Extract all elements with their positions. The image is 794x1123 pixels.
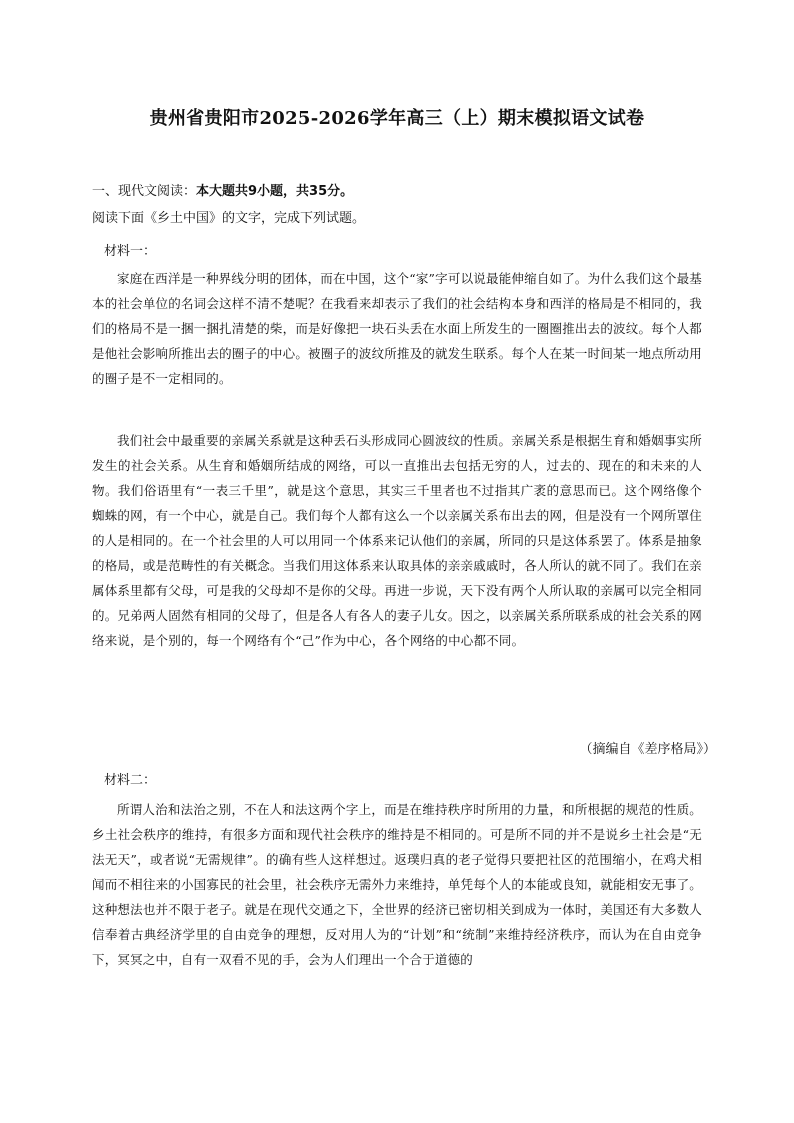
material-one-paragraph-2: 我们社会中最重要的亲属关系就是这种丢石头形成同心圆波纹的性质。亲属关系是根据生育和婚姻事实所发生的社会关系。从生育和婚姻所结成的网络，可以一直推出去包括无穷的人，过去的、现在的和未来的人物。我们俗语里有“一表三千里”，就是这个意思，其实三千里者也不过指其广袤的意思而已。这个网络像个蜘蛛的网，有一个中心，就是自己。我们每个人都有这么一个以亲属关系布出去的网，但是没有一个网所罩住的人是相同的。在一个社会里的人可以用同一个体系来记认他们的亲属，所同的只是这体系罢了。体系是抽象的格局，或是范畴性的有关概念。当我们用这体系来认取具体的亲亲戚戚时，各人所认的就不同了。我们在亲属体系里都有父母，可是我的父母却不是你的父母。再进一步说，天下没有两个人所认取的亲属可以完全相同的。兄弟两人固然有相同的父母了，但是各人有各人的妻子儿女。因之，以亲属关系所联系成的社会关系的网络来说，是个别的，每一个网络有个“己”作为中心，各个网络的中心都不同。 [92, 433, 702, 648]
material-two-label: 材料二： [104, 773, 157, 788]
material-one-paragraph-1: 家庭在西洋是一种界线分明的团体，而在中国，这个“家”字可以说最能伸缩自如了。为什么我们这个最基本的社会单位的名词会这样不清不楚呢？在我看来却表示了我们的社会结构本身和西洋的格局是不相同的，我们的格局不是一捆一捆扎清楚的柴，而是好像把一块石头丢在水面上所发生的一圈圈推出去的波纹。每个人都是他社会影响所推出去的圈子的中心。被圈子的波纹所推及的就发生联系。每个人在某一时间某一地点所动用的圈子是不一定相同的。 [92, 271, 702, 386]
material-one-source: （摘编自《差序格局》） [579, 742, 716, 757]
page-title: 贵州省贵阳市2025-2026学年高三（上）期末模拟语文试卷 [149, 108, 645, 129]
material-one-label: 材料一： [104, 244, 157, 259]
material-two-paragraph-1: 所谓人治和法治之别，不在人和法这两个字上，而是在维持秩序时所用的力量，和所根据的规范的性质。乡土社会秩序的维持，有很多方面和现代社会秩序的维持是不相同的。可是所不同的并不是说乡土社会是“无法无天”，或者说“无需规律”。的确有些人这样想过。返璞归真的老子觉得只要把社区的范围缩小，在鸡犬相闻而不相往来的小国寡民的社会里，社会秩序无需外力来维持，单凭每个人的本能或良知，就能相安无事了。这种想法也并不限于老子。就是在现代交通之下，全世界的经济已密切相关到成为一体时，美国还有大多数人信奉着古典经济学里的自由竞争的理想，反对用人为的“计划”和“统制”来维持经济秩序，而认为在自由竞争下，冥冥之中，自有一双看不见的手，会为人们理出一个合于道德的 [92, 802, 702, 967]
section-heading-prefix: 一、现代文阅读： [92, 184, 197, 199]
section-heading-detail: 本大题共9小题，共35分。 [196, 184, 354, 199]
reading-instruction: 阅读下面《乡土中国》的文字，完成下列试题。 [92, 211, 366, 226]
section-heading [92, 180, 353, 199]
